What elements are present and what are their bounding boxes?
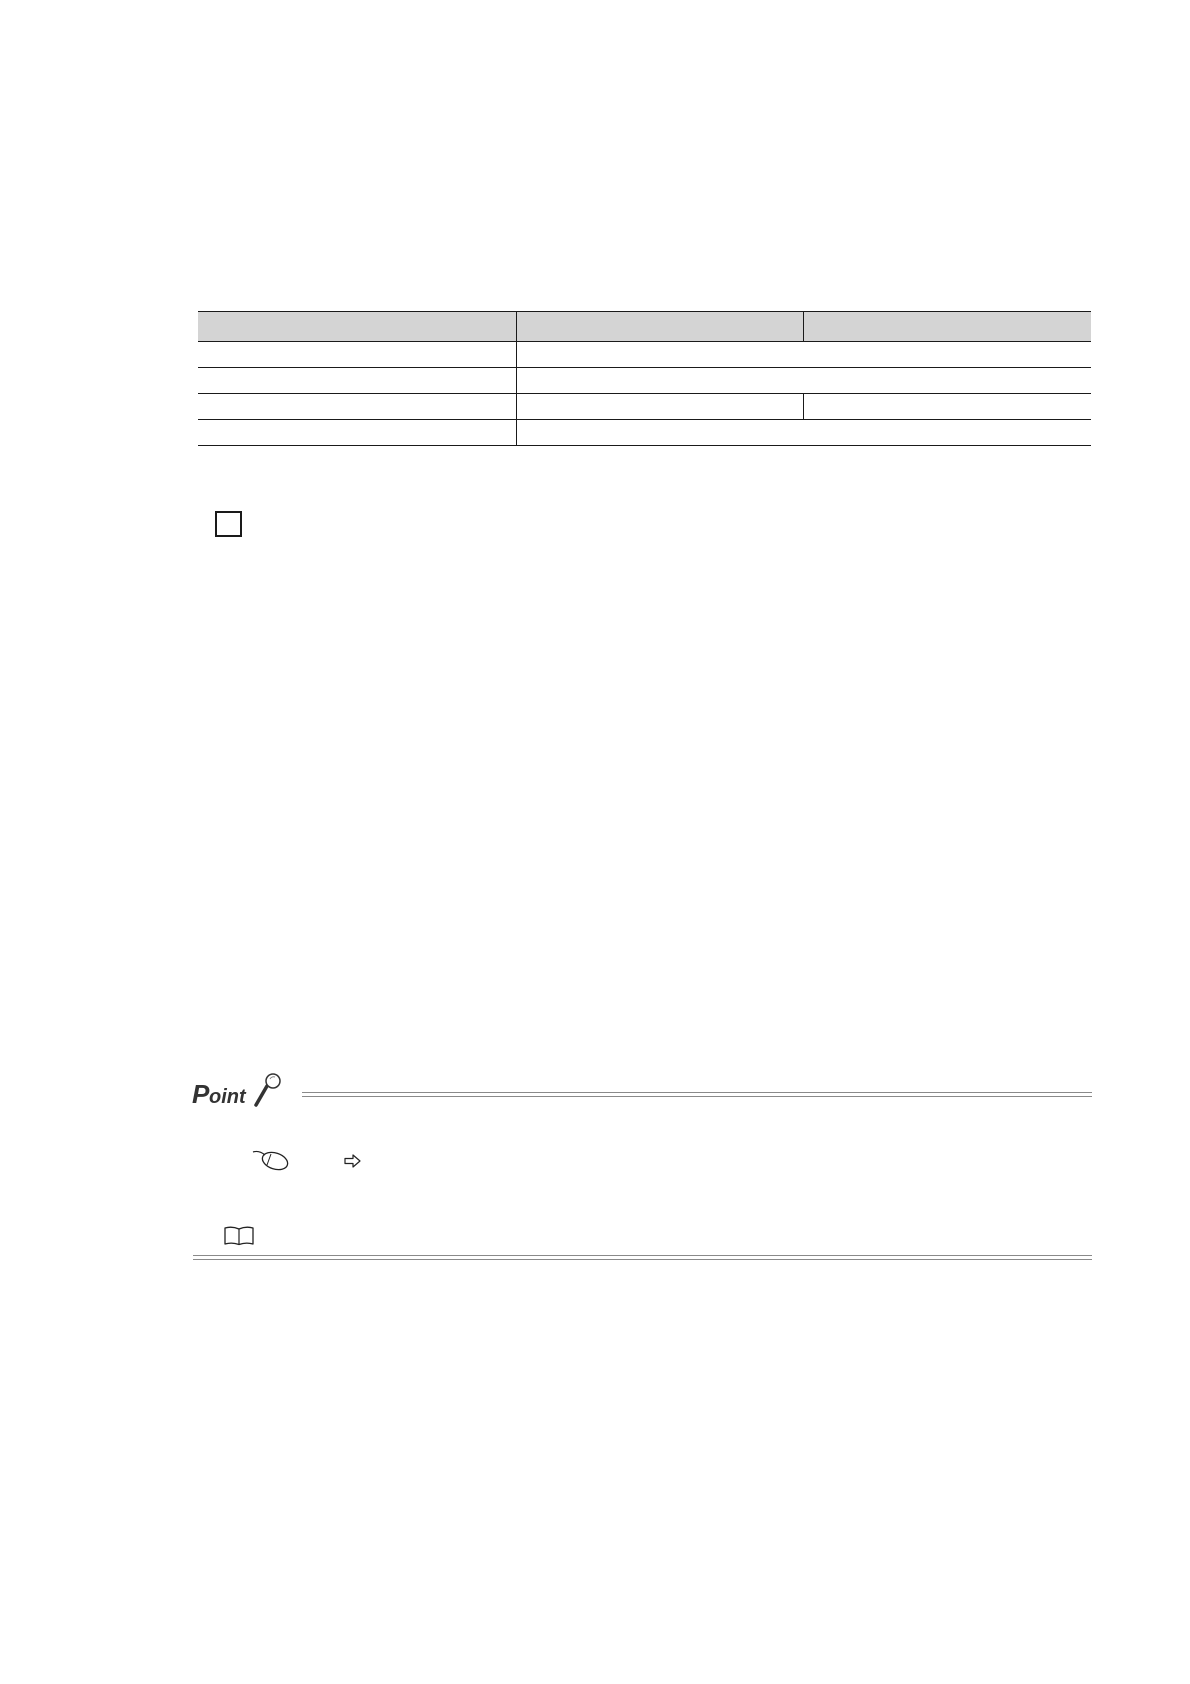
table-cell: [198, 394, 517, 420]
table-header-row: [198, 312, 1091, 342]
table-header-cell: [517, 312, 804, 342]
table-header-cell: [804, 312, 1092, 342]
table-cell: [804, 394, 1092, 420]
book-icon: [223, 1226, 255, 1246]
svg-text:oint: oint: [209, 1086, 246, 1108]
table-row: [198, 368, 1091, 394]
mouse-icon: [251, 1146, 291, 1172]
table-cell: [198, 368, 517, 394]
table-cell: [198, 342, 517, 368]
table-cell: [517, 368, 1092, 394]
point-divider-top: [302, 1092, 1092, 1097]
table-header-cell: [198, 312, 517, 342]
arrow-right-icon: [344, 1154, 362, 1168]
point-logo-icon: [192, 1072, 292, 1112]
step-number-box: [215, 511, 242, 537]
table-row: [198, 394, 1091, 420]
spec-table: [198, 311, 1091, 446]
svg-text:P: P: [192, 1079, 210, 1109]
table-cell: [517, 342, 1092, 368]
table-row: [198, 342, 1091, 368]
table-cell: [517, 394, 804, 420]
point-divider-bottom: [193, 1255, 1092, 1260]
table-cell: [517, 420, 1092, 446]
table-row: [198, 420, 1091, 446]
table-cell: [198, 420, 517, 446]
